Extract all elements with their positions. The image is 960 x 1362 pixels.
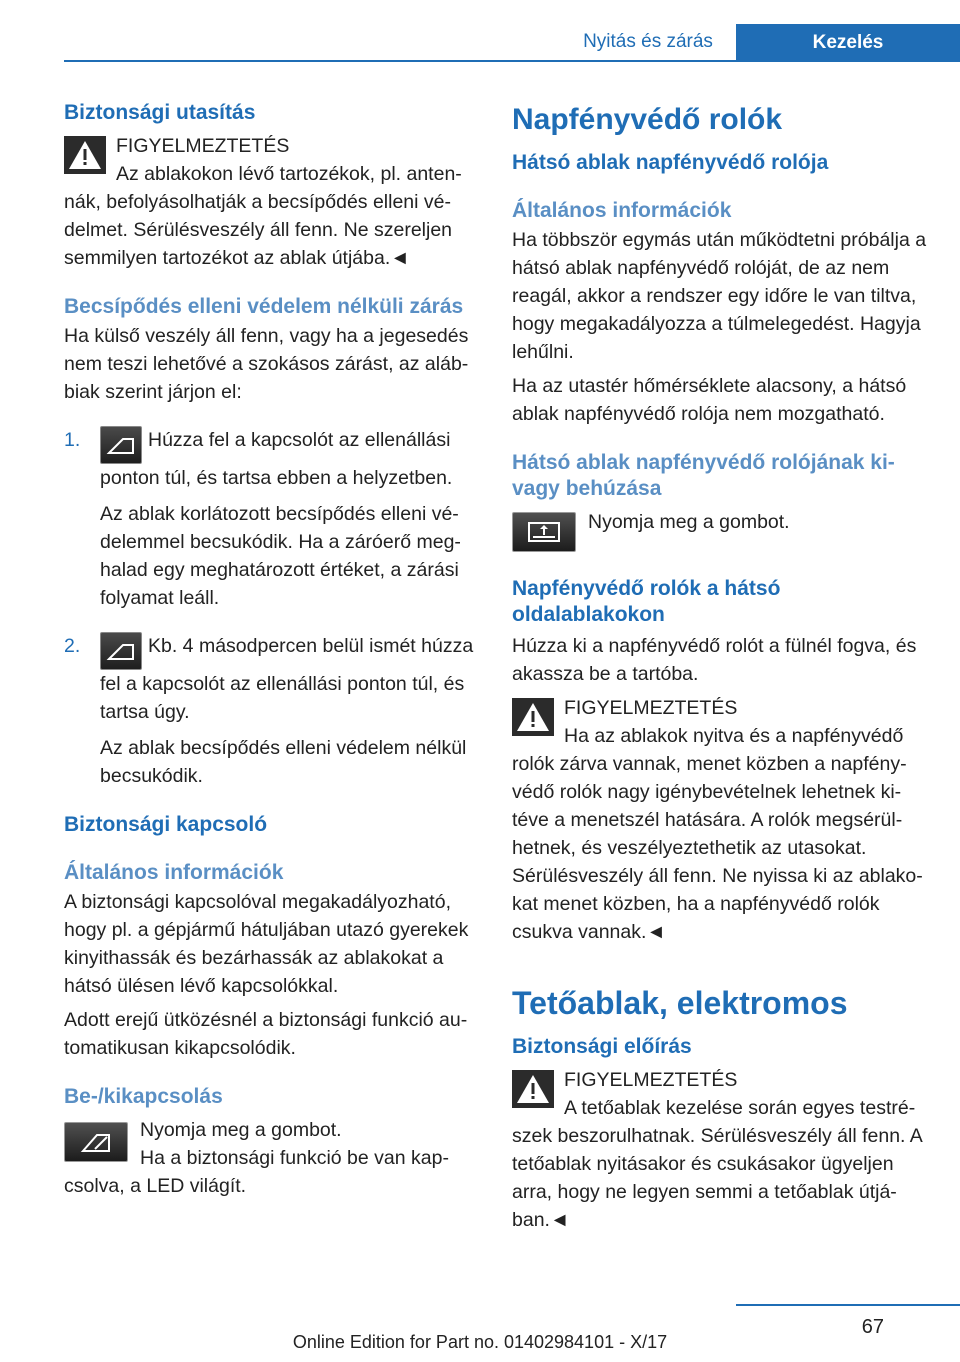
list-item-step-1: [64, 426, 480, 612]
footer-edition: Online Edition for Part no. 01402984101 - X/17: [292, 1332, 668, 1352]
warning-title: FIGYELMEZTETÉS: [564, 697, 738, 719]
on-off-instruction: [64, 1116, 480, 1200]
warning-title: FIGYELMEZTETÉS: [564, 1069, 738, 1091]
extend-text: Nyomja meg a gombot.: [588, 511, 790, 533]
step-subtext: Az ablak korlátozott becsípődés elleni vé‐ delemmel becsukódik. Ha a záróerő meg‐ halad egy meghatározott értéket, a zárási folyamat leáll.: [100, 503, 461, 609]
paragraph-blind-1: Ha többször egymás után működtetni próbálja a hátsó ablak napfényvédő rolóját, de az nem reagál, akkor a rendszer egy időre le van tiltva, hogy megakadályozza a túlmelegedést. Hagyja lehűlni.: [512, 229, 927, 363]
warning-block: [512, 694, 928, 946]
on-off-step-2: Ha a biztonsági funkció be van kap‐: [140, 1147, 449, 1169]
child-lock-button-icon: [64, 1122, 128, 1162]
sunblind-button-icon: [512, 512, 576, 552]
heading-general-info: Általános információk: [64, 861, 284, 884]
heading-no-pinch-close: Becsípődés elleni védelem nélküli zárás: [64, 295, 464, 318]
heading-sun-blinds: Napfényvédő rolók: [512, 103, 783, 136]
paragraph-general-2: Adott erejű ütközésnél a biztonsági funkció au‐ tomatikusan kikapcsolódik.: [64, 1009, 468, 1059]
list-item-step-2: [64, 632, 480, 790]
warning-triangle-icon: [64, 136, 106, 174]
warning-text: szek beszorulhatnak. Sérülésveszély áll fenn. A tetőablak nyitásakor és csukásakor ügyeljen arra, hogy ne legyen semmi a tetőablak útjá‐ ban.◄: [512, 1125, 922, 1231]
step-text: Kb. 4 másodpercen belül ismét húzza fel a kapcsolót az ellenállási ponton túl, és tartsa úgy.: [100, 635, 474, 723]
left-column: [64, 100, 480, 1200]
warning-triangle-icon: [512, 1070, 554, 1108]
warning-text: nák, befolyásolhatják a becsípődés elleni vé‐ delmet. Sérülésveszély áll fenn. Ne szereljen semmilyen tartozékot az ablak útjába.◄: [64, 191, 453, 269]
paragraph-side-blinds: Húzza ki a napfényvédő rolót a fülnél fogva, és akassza be a tartóba.: [512, 635, 917, 685]
paragraph-no-pinch: Ha külső veszély áll fenn, vagy ha a jegesedés nem teszi lehetővé a szokásos zárást, az aláb‐ biak szerint járjon el:: [64, 325, 469, 403]
step-number: 2.: [64, 635, 81, 657]
warning-text-first: A tetőablak kezelése során egyes testré‐: [564, 1097, 916, 1119]
heading-extend-retract: Hátsó ablak napfényvédő rolójának ki- vagy behúzása: [512, 451, 895, 500]
warning-title: FIGYELMEZTETÉS: [116, 135, 290, 157]
heading-safety-switch: Biztonsági kapcsoló: [64, 813, 268, 836]
header-section-tab[interactable]: Nyitás és zárás: [583, 31, 713, 52]
heading-sunroof: Tetőablak, elektromos: [512, 985, 848, 1021]
window-switch-icon: [100, 426, 142, 464]
on-off-step-2-continued: csolva, a LED világít.: [64, 1175, 247, 1197]
heading-safety-regulation: Biztonsági előírás: [512, 1035, 692, 1058]
heading-side-blinds: Napfényvédő rolók a hátsó oldalablakokon: [512, 577, 781, 626]
heading-rear-window-blind: Hátsó ablak napfényvédő rolója: [512, 151, 829, 174]
warning-text: rolók zárva vannak, menet közben a napfény‐ védő rolók nagy igénybevételnek lehetnek ki‐ téve a menetszél hatására. A rolók megsérül‐ hetnek, és veszélyeztethetik az utasokat. Sérülésveszély áll fenn. Ne nyissa ki az ablako‐ kat menet közben, ha a napfényvédő rolók csukva vannak.◄: [512, 753, 923, 943]
right-column: [512, 100, 928, 1234]
page-number: 67: [861, 1316, 884, 1338]
warning-text-first: Ha az ablakok nyitva és a napfényvédő: [564, 725, 904, 747]
heading-on-off: Be-/kikapcsolás: [64, 1085, 223, 1108]
paragraph-general-1: A biztonsági kapcsolóval megakadályozható, hogy pl. a gépjármű hátuljában utazó gyerekek kinyithassák és bezárhassák az ablakokat a hátsó ülésen lévő kapcsolókkal.: [64, 891, 469, 997]
warning-block: [64, 132, 480, 272]
warning-triangle-icon: [512, 698, 554, 736]
extend-instruction: [512, 508, 928, 554]
paragraph-blind-2: Ha az utastér hőmérséklete alacsony, a hátsó ablak napfényvédő rolója nem mozgatható.: [512, 375, 907, 425]
heading-safety-instruction: Biztonsági utasítás: [64, 101, 256, 124]
window-switch-icon: [100, 632, 142, 670]
warning-block: [512, 1066, 928, 1234]
on-off-step-1: Nyomja meg a gombot.: [140, 1119, 342, 1141]
step-subtext: Az ablak becsípődés elleni védelem nélkül becsukódik.: [100, 737, 467, 787]
warning-text-first: Az ablakokon lévő tartozékok, pl. anten‐: [116, 163, 462, 185]
step-text: Húzza fel a kapcsolót az ellenállási ponton túl, és tartsa ebben a helyzetben.: [100, 429, 453, 489]
heading-general-info: Általános információk: [512, 199, 732, 222]
step-number: 1.: [64, 429, 81, 451]
footer-rule: [736, 1304, 960, 1306]
header-active-tab[interactable]: Kezelés: [736, 24, 960, 62]
